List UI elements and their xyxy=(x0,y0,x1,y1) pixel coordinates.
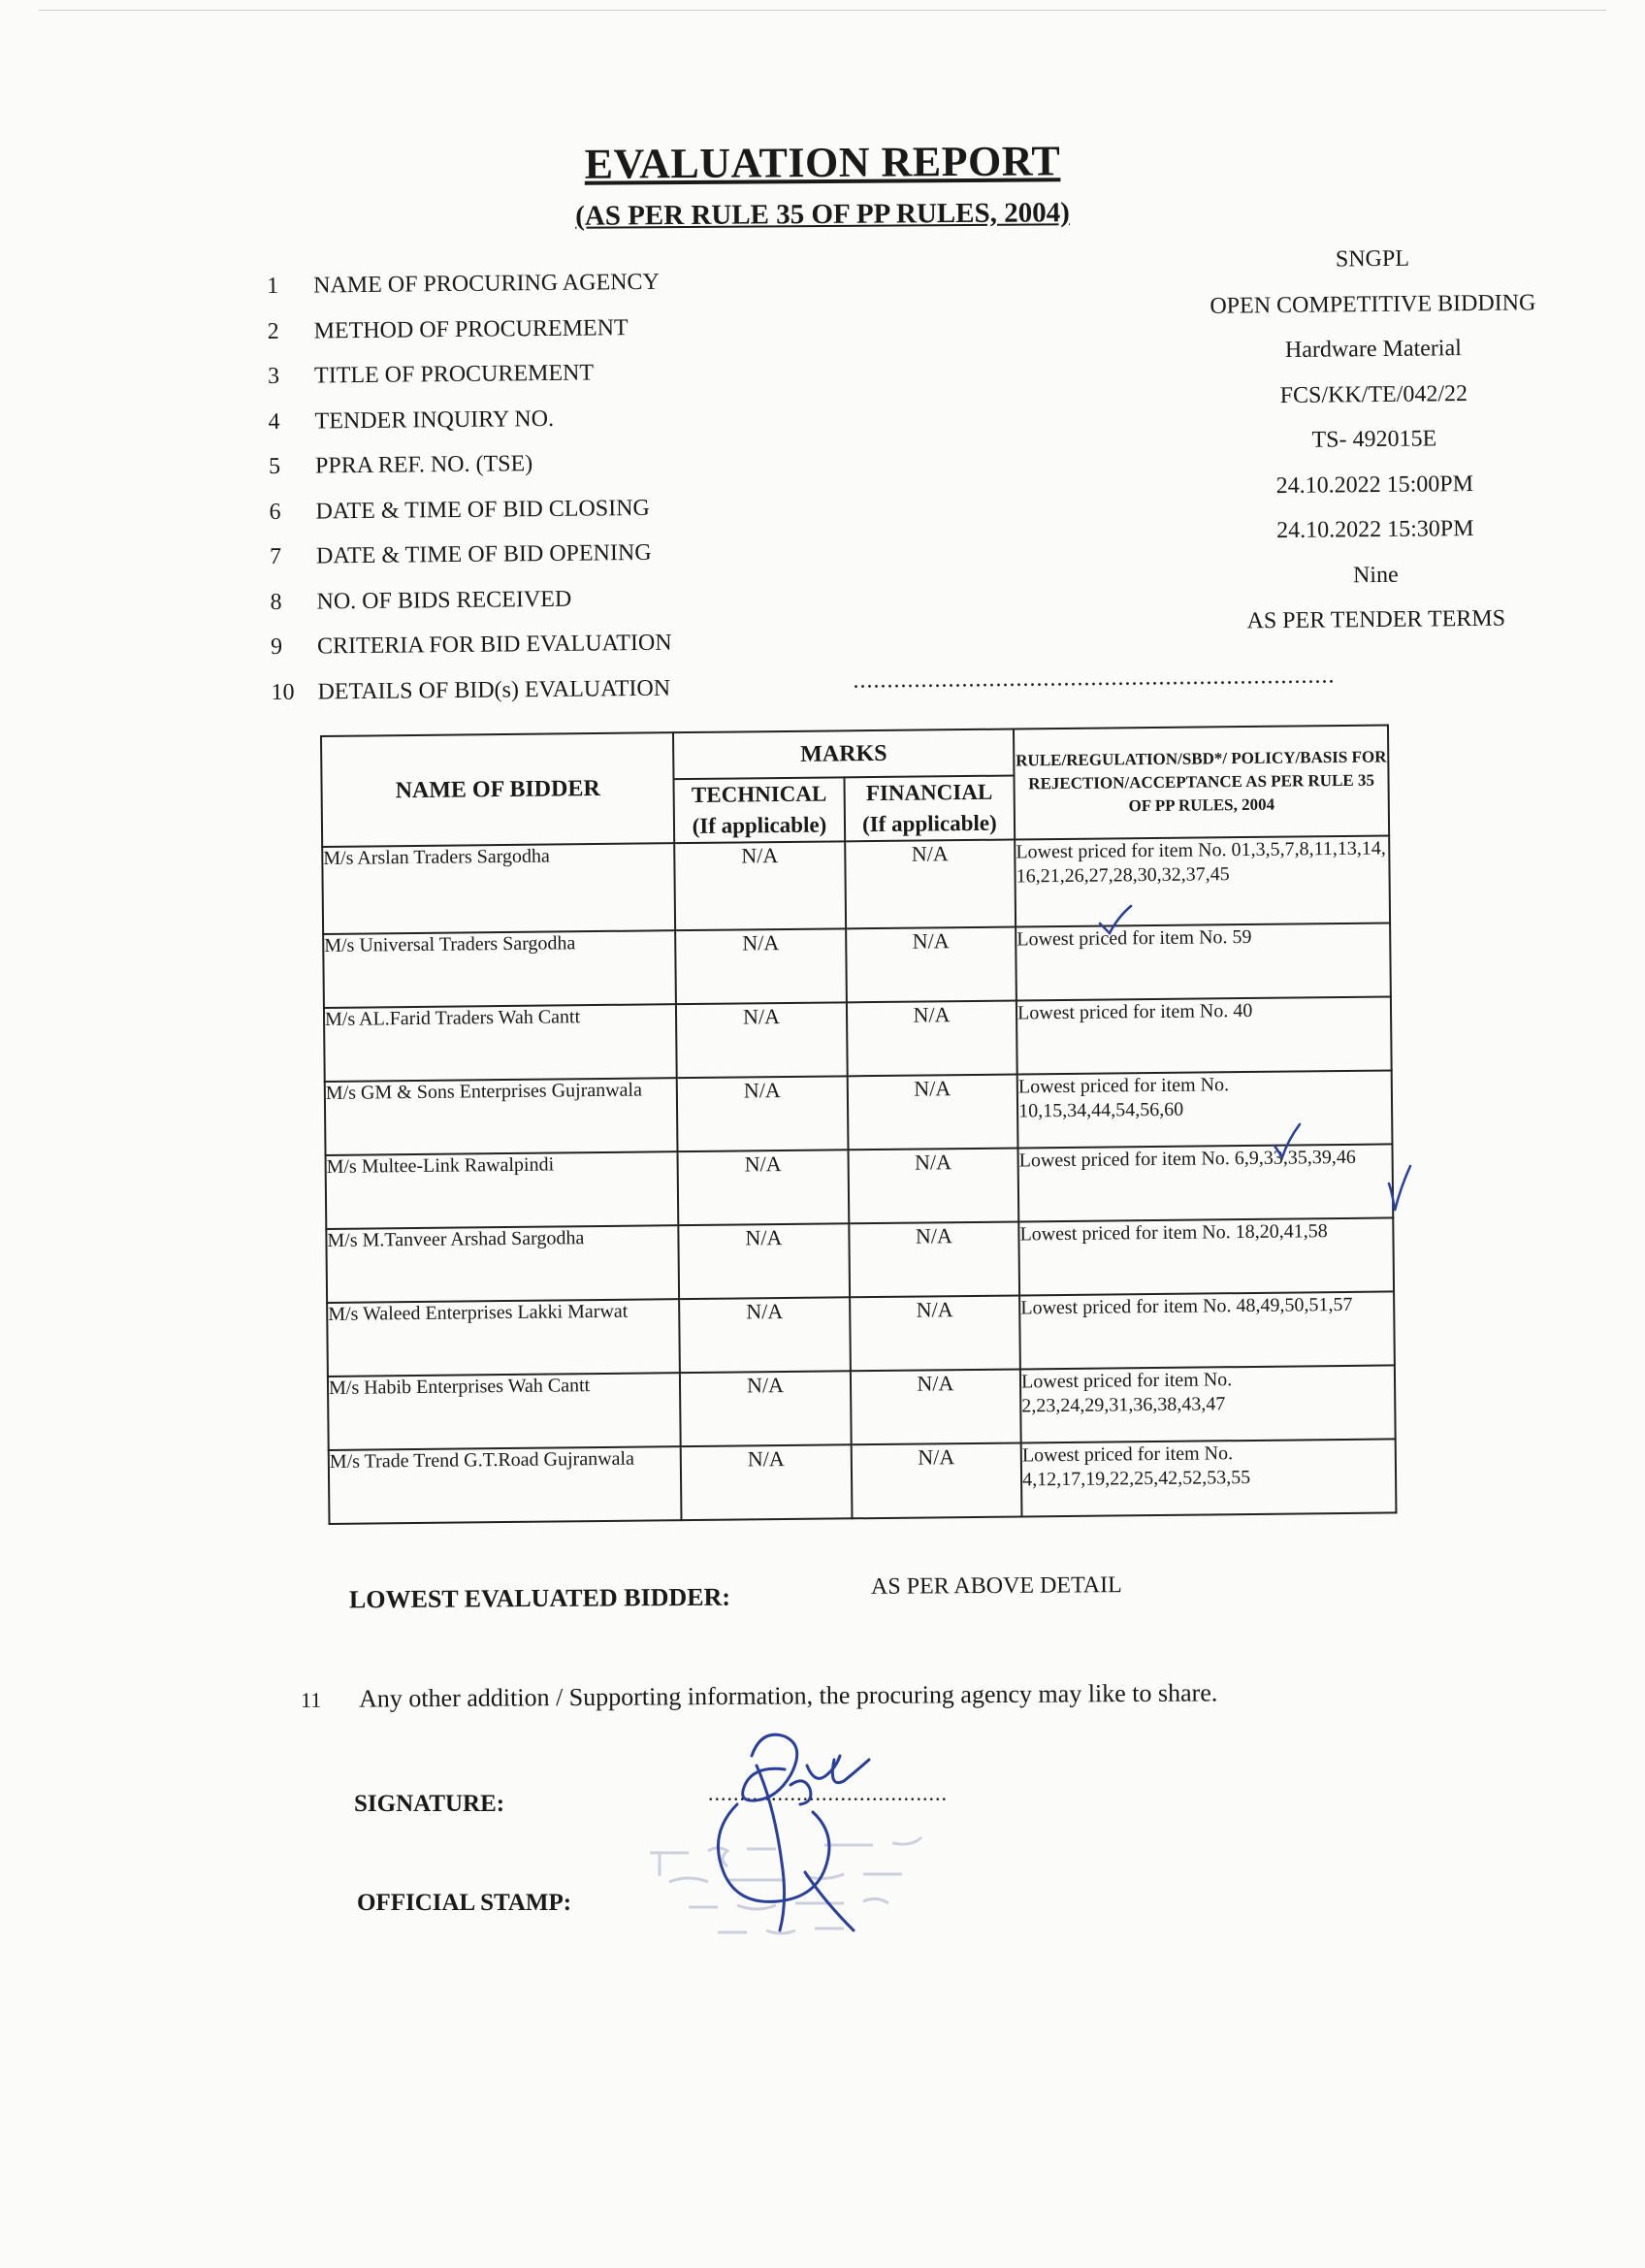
technical-mark: N/A xyxy=(675,928,846,1004)
rule-basis: Lowest priced for item No. 48,49,50,51,57 xyxy=(1019,1291,1395,1369)
rule-basis: Lowest priced for item No. 40 xyxy=(1016,996,1392,1074)
technical-mark: N/A xyxy=(676,1002,847,1078)
signature-line: ...................................... xyxy=(708,1781,948,1805)
field-label: NAME OF PROCURING AGENCY xyxy=(312,269,660,299)
column-header-financial xyxy=(844,776,1015,842)
field-number: 2 xyxy=(267,318,279,344)
table-row xyxy=(326,1144,1394,1229)
column-header-marks: MARKS xyxy=(673,729,1014,780)
rule-basis: Lowest priced for item No. 18,20,41,58 xyxy=(1018,1217,1394,1295)
field-number: 3 xyxy=(267,363,280,389)
technical-mark: N/A xyxy=(677,1076,848,1151)
field-label: TITLE OF PROCUREMENT xyxy=(313,360,595,389)
table-row xyxy=(324,996,1392,1082)
field-label: DETAILS OF BID(s) EVALUATION xyxy=(317,675,671,704)
table-row xyxy=(329,1439,1397,1524)
table-row xyxy=(323,923,1391,1008)
technical-mark: N/A xyxy=(679,1297,850,1373)
field-label: METHOD OF PROCUREMENT xyxy=(313,314,629,343)
field-label: CRITERIA FOR BID EVALUATION xyxy=(316,630,672,660)
report-subtitle: (AS PER RULE 35 OF PP RULES, 2004) xyxy=(575,197,1070,232)
check-mark-icon xyxy=(1385,1162,1414,1220)
financial-mark: N/A xyxy=(848,1148,1018,1223)
rule-basis: Lowest priced for item No. 4,12,17,19,22,25,42,52,53,55 xyxy=(1021,1439,1397,1516)
field-value: Hardware Material xyxy=(1284,336,1462,364)
bidder-name: M/s Arslan Traders Sargodha xyxy=(322,843,675,934)
field-value: Nine xyxy=(1352,562,1399,588)
rule-basis: Lowest priced for item No. 59 xyxy=(1016,923,1391,1000)
field-dotted-line: ....................................................................... xyxy=(853,662,1336,694)
field-value: FCS/KK/TE/042/22 xyxy=(1279,380,1468,408)
rule-basis: Lowest priced for item No. 10,15,34,44,54,56,60 xyxy=(1017,1070,1393,1148)
rule-basis: Lowest priced for item No. 6,9,33,35,39,46 xyxy=(1018,1144,1394,1221)
official-stamp-label: OFFICIAL STAMP: xyxy=(357,1890,572,1916)
field-label: DATE & TIME OF BID OPENING xyxy=(315,539,652,569)
check-mark-icon xyxy=(1271,1122,1306,1161)
table-row xyxy=(322,835,1390,934)
field-label: NO. OF BIDS RECEIVED xyxy=(316,586,572,614)
field-label: TENDER INQUIRY NO. xyxy=(314,405,555,434)
lowest-bidder-value: AS PER ABOVE DETAIL xyxy=(870,1572,1122,1600)
field-value: AS PER TENDER TERMS xyxy=(1246,605,1506,634)
column-header-rule: RULE/REGULATION/SBD*/ POLICY/BASIS FOR REJECTION/ACCEPTANCE AS PER RULE 35 OF PP RULES, 2004 xyxy=(1014,725,1389,839)
bidder-name: M/s Habib Enterprises Wah Cantt xyxy=(328,1373,681,1450)
field-list xyxy=(267,245,1536,725)
signature-icon xyxy=(698,1727,892,1950)
bidder-name: M/s M.Tanveer Arshad Sargodha xyxy=(326,1225,679,1303)
table-row xyxy=(326,1217,1394,1303)
bidder-name: M/s AL.Farid Traders Wah Cantt xyxy=(324,1004,677,1082)
technical-mark: N/A xyxy=(680,1371,851,1446)
report-title: EVALUATION REPORT xyxy=(584,137,1061,188)
field-value: TS- 492015E xyxy=(1311,426,1437,453)
table-row xyxy=(328,1365,1396,1450)
field-number: 6 xyxy=(269,499,281,525)
signature-label: SIGNATURE: xyxy=(354,1791,505,1817)
field-value: OPEN COMPETITIVE BIDDING xyxy=(1210,289,1536,319)
financial-mark: N/A xyxy=(847,1074,1017,1150)
field-number: 4 xyxy=(268,408,280,435)
field-number: 7 xyxy=(269,543,282,569)
check-mark-icon xyxy=(1096,902,1135,937)
field-value: 24.10.2022 15:00PM xyxy=(1275,470,1474,499)
field-value: SNGPL xyxy=(1335,245,1410,273)
field-number: 10 xyxy=(271,679,295,705)
table-row xyxy=(325,1070,1393,1155)
financial-mark: N/A xyxy=(847,1000,1017,1076)
technical-mark: N/A xyxy=(674,841,845,930)
field-number: 1 xyxy=(267,273,279,299)
bidder-name: M/s GM & Sons Enterprises Gujranwala xyxy=(325,1078,678,1155)
technical-label: TECHNICAL xyxy=(691,781,827,807)
field-value: 24.10.2022 15:30PM xyxy=(1276,515,1474,544)
bidder-name: M/s Trade Trend G.T.Road Gujranwala xyxy=(329,1446,682,1524)
bid-evaluation-table xyxy=(320,724,1397,1524)
financial-mark: N/A xyxy=(845,840,1016,929)
column-header-bidder: NAME OF BIDDER xyxy=(321,732,674,847)
field-label: DATE & TIME OF BID CLOSING xyxy=(315,495,650,524)
financial-mark: N/A xyxy=(846,927,1016,1003)
financial-label: FINANCIAL xyxy=(865,779,993,806)
financial-mark: N/A xyxy=(849,1221,1019,1297)
lowest-bidder-label: LOWEST EVALUATED BIDDER: xyxy=(348,1582,731,1614)
field-number: 5 xyxy=(268,453,281,479)
scan-edge-line xyxy=(39,10,1606,11)
technical-mark: N/A xyxy=(678,1150,849,1225)
financial-mark: N/A xyxy=(850,1295,1020,1371)
supporting-info-row xyxy=(301,1678,1217,1714)
field-number: 9 xyxy=(270,633,283,660)
column-header-technical xyxy=(674,777,845,843)
field-label: PPRA REF. NO. (TSE) xyxy=(314,451,533,479)
financial-mark: N/A xyxy=(851,1442,1021,1518)
supporting-info-text: Any other addition / Supporting information, the procuring agency may like to share. xyxy=(358,1678,1218,1713)
technical-mark: N/A xyxy=(679,1223,850,1299)
technical-if-applicable: (If applicable) xyxy=(692,812,827,838)
rule-basis: Lowest priced for item No. 01,3,5,7,8,11,13,14,16,21,26,27,28,30,32,37,45 xyxy=(1015,835,1390,926)
field-number: 11 xyxy=(301,1687,322,1712)
rule-basis: Lowest priced for item No. 2,23,24,29,31,36,38,43,47 xyxy=(1020,1365,1396,1442)
table-row xyxy=(327,1291,1395,1377)
field-number: 8 xyxy=(270,589,282,615)
financial-mark: N/A xyxy=(851,1369,1021,1444)
bidder-name: M/s Universal Traders Sargodha xyxy=(323,930,676,1008)
bidder-name: M/s Multee-Link Rawalpindi xyxy=(326,1151,679,1229)
technical-mark: N/A xyxy=(681,1444,852,1520)
financial-if-applicable: (If applicable) xyxy=(861,810,997,837)
bidder-name: M/s Waleed Enterprises Lakki Marwat xyxy=(327,1299,680,1377)
